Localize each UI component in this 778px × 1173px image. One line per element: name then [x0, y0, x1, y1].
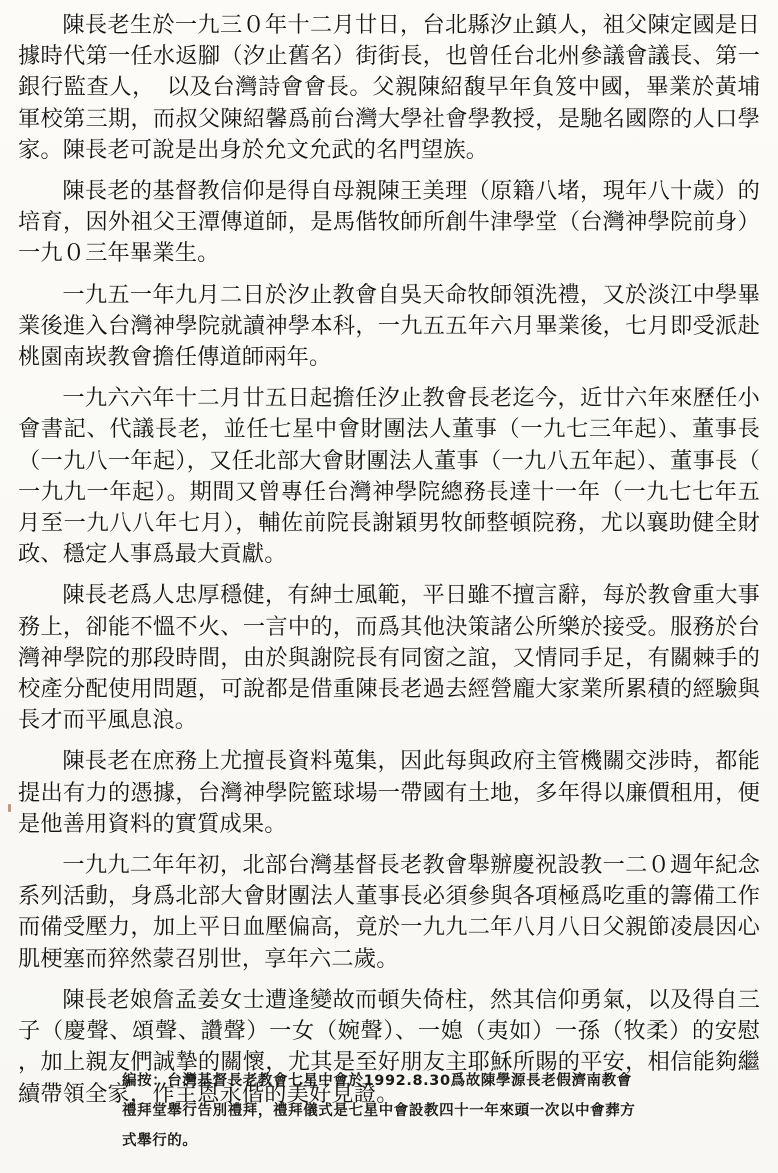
paragraph-family-background: 陳長老生於一九三０年十二月廿日，台北縣汐止鎮人，祖父陳定國是日據時代第一任水返腳（汐止舊名）街街長，也曾任台北州參議會議長、第一銀行監查人， 以及台灣詩會會長。父親陳紹馥早年負笈中國，畢業於黃埔軍校第三期，而叔父陳紹馨爲前台灣大學社會學教授，是馳名國際的人口學家。陳長老可說是出身於允文允武的名門望族。 — [18, 12, 760, 163]
article-body — [18, 10, 760, 1116]
scan-speck — [8, 804, 11, 812]
paragraph-records: 陳長老在庶務上尤擅長資料蒐集，因此每與政府主管機關交涉時，都能提出有力的憑據，台灣神學院籃球場一帶國有土地，多年得以廉價租用，便是他善用資料的實質成果。 — [18, 748, 760, 837]
paragraph-baptism-education: 一九五一年九月二日於汐止教會自吳天命牧師領洗禮，又於淡江中學畢業後進入台灣神學院就讀神學本科，一九五五年六月畢業後，七月即受派赴桃園南崁教會擔任傳道師兩年。 — [18, 281, 760, 371]
editor-note: 編按：台灣基督長老教會七星中會於1992.8.30爲故陳學源長老假濟南教會禮拜堂舉行告別禮拜，禮拜儀式是七星中會設教四十一年來頭一次以中會葬方式舉行的。 — [122, 1073, 636, 1149]
paragraph-character: 陳長老爲人忠厚穩健，有紳士風範，平日雖不擅言辭，每於教會重大事務上，卻能不慍不火、一言中的，而爲其他決策諸公所樂於接受。服務於台灣神學院的那段時間，由於與謝院長有同窗之誼，又情同手足，有關棘手的校產分配使用問題，可說都是借重陳長老過去經營龐大家業所累積的經驗與長才而平風息浪。 — [18, 582, 760, 734]
paragraph-family-comfort: 陳長老娘詹孟姜女士遭逢變故而頓失倚柱，然其信仰勇氣，以及得自三子（慶聲、頌聲、讚聲）一女（婉聲）、一媳（夷如）一孫（牧柔）的安慰，加上親友們誠摯的關懷，尤其是至好朋友主耶穌所賜的平安，相信能夠繼續帶領全家，作主恩永偕的美好見證。 — [18, 986, 760, 1107]
paragraph-faith-origin: 陳長老的基督教信仰是得自母親陳王美理（原籍八堵，現年八十歲）的培育，因外祖父王潭傳道師，是馬偕牧師所創牛津學堂（台灣神學院前身）一九０三年畢業生。 — [18, 178, 760, 267]
paragraph-passing: 一九九二年年初，北部台灣基督長老教會舉辦慶祝設教一二０週年紀念系列活動，身爲北部大會財團法人董事長必須參與各項極爲吃重的籌備工作而備受壓力，加上平日血壓偏高，竟於一九九二年八月八日父親節凌晨因心肌梗塞而猝然蒙召別世，享年六二歲。 — [18, 852, 760, 972]
paragraph-church-service: 一九六六年十二月廿五日起擔任汐止教會長老迄今，近廿六年來歷任小會書記、代議長老，並任七星中會財團法人董事（一九七三年起）、董事長（一九八一年起），又任北部大會財團法人董事（一九八五年起）、董事長（一九九一年起）。期間又曾專任台灣神學院總務長達十一年（一九七七年五月至一九八八年七月），輔佐前院長謝穎男牧師整頓院務，尤以襄助健全財政、穩定人事爲最大貢獻。 — [18, 385, 760, 568]
